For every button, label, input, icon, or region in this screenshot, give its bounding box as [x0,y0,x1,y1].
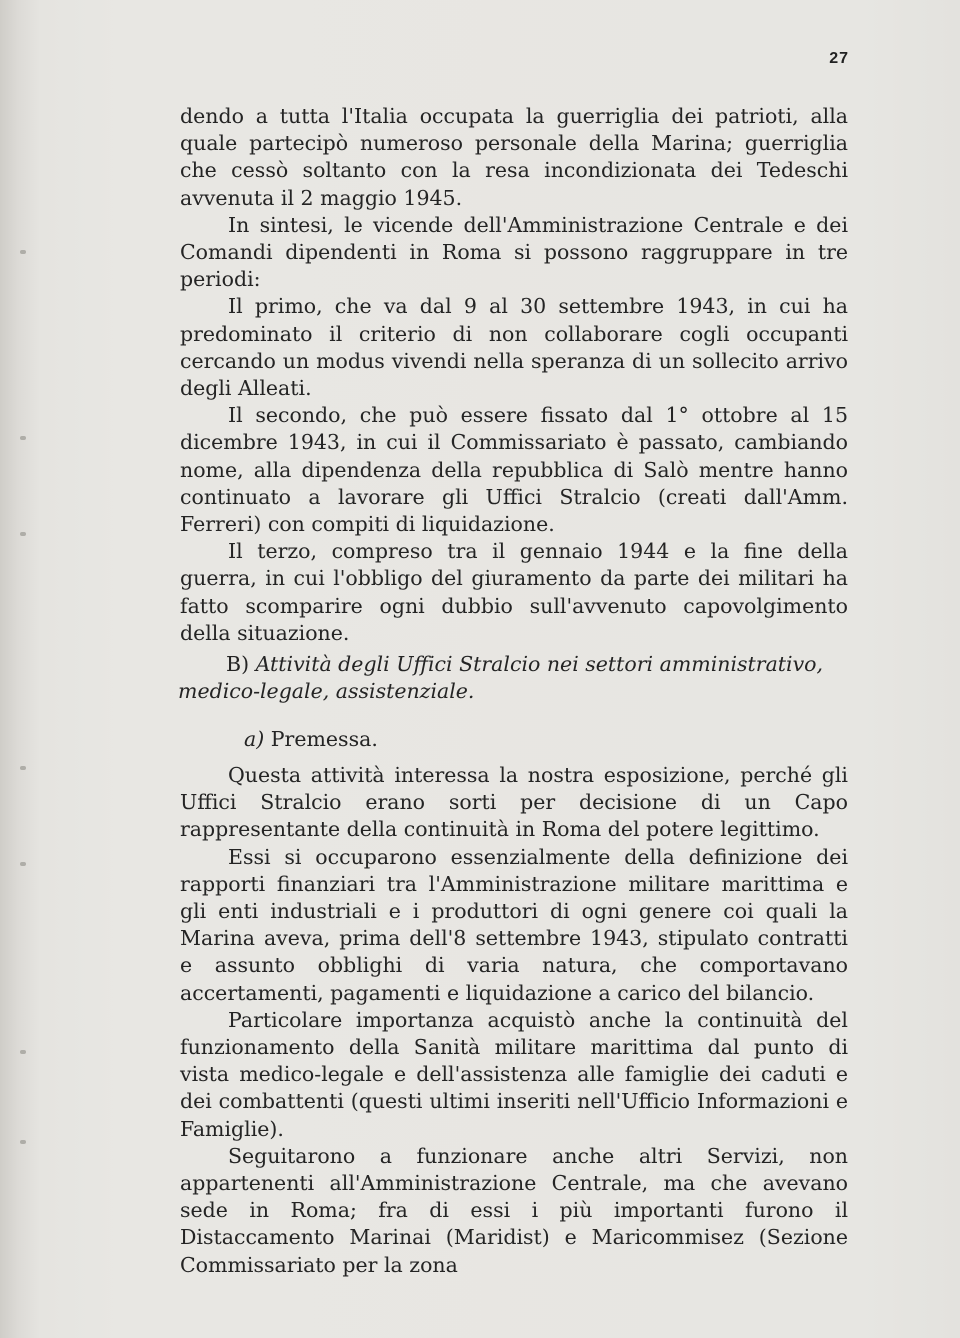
paragraph: Il primo, che va dal 9 al 30 settembre 1943, in cui ha predominato il criterio di non collaborare cogli occupanti cercando un modus vivendi nella speranza di un sollecito arrivo degli Alleati. [180,294,848,401]
subsection-heading [244,726,378,753]
paragraph: Il secondo, che può essere fissato dal 1° ottobre al 15 dicembre 1943, in cui il Commissariato è passato, cambiando nome, alla dipendenza della repubblica di Salò mentre hanno continuato a lavorare gli Uffici Stralcio (creati dall'Amm. Ferreri) con compiti di liquidazione. [180,403,848,537]
subsection-label: a) [244,727,265,751]
gutter-mark [20,1140,26,1144]
text-block-bottom [180,762,848,1279]
gutter-mark [20,862,26,866]
paragraph: Questa attività interessa la nostra esposizione, perché gli Uffici Stralcio erano sorti per decisione di un Capo rappresentante della continuità in Roma del potere legittimo. [180,763,848,842]
subsection-title: Premessa. [270,727,378,751]
text-block-top [180,103,848,647]
paragraph: Essi si occuparono essenzialmente della definizione dei rapporti finanziari tra l'Amministrazione militare marittima e gli enti industriali e i produttori di ogni genere coi quali la Marina aveva, prima dell'8 settembre 1943, stipulato contratti e assunto obblighi di varia natura, che comportavano accertamenti, pagamenti e liquidazione a carico del bilancio. [180,844,848,1005]
section-heading [178,651,850,705]
gutter-mark [20,532,26,536]
paragraph: Seguitarono a funzionare anche altri Servizi, non appartenenti all'Amministrazione Centrale, ma che avevano sede in Roma; fra di essi i più importanti furono il Distaccamento Marinai (Maridist) e Maricommisez (Sezione Commissariato per la zona [180,1143,848,1277]
section-title: Attività degli Uffici Stralcio nei settori amministrativo, medico-legale, assistenziale. [178,652,824,704]
gutter-mark [20,1050,26,1054]
paragraph: Il terzo, compreso tra il gennaio 1944 e la fine della guerra, in cui l'obbligo del giuramento da parte dei militari ha fatto scomparire ogni dubbio sull'avvenuto capovolgimento della situazione. [180,539,848,645]
section-label: B) [226,652,250,676]
gutter-mark [20,766,26,770]
page-number: 27 [829,50,849,67]
paragraph: Particolare importanza acquistò anche la continuità del funzionamento della Sanità militare marittima dal punto di vista medico-legale e dell'assistenza alle famiglie dei caduti e dei combattenti (questi ultimi inseriti nell'Ufficio Informazioni e Famiglie). [180,1007,848,1141]
gutter-mark [20,250,26,254]
paragraph: dendo a tutta l'Italia occupata la guerriglia dei patrioti, alla quale partecipò numeroso personale della Marina; guerriglia che cessò soltanto con la resa incondizionata dei Tedeschi avvenuta il 2 maggio 1945. [180,104,848,210]
paragraph: In sintesi, le vicende dell'Amministrazione Centrale e dei Comandi dipendenti in Roma si possono raggruppare in tre periodi: [180,212,848,292]
gutter-mark [20,436,26,440]
